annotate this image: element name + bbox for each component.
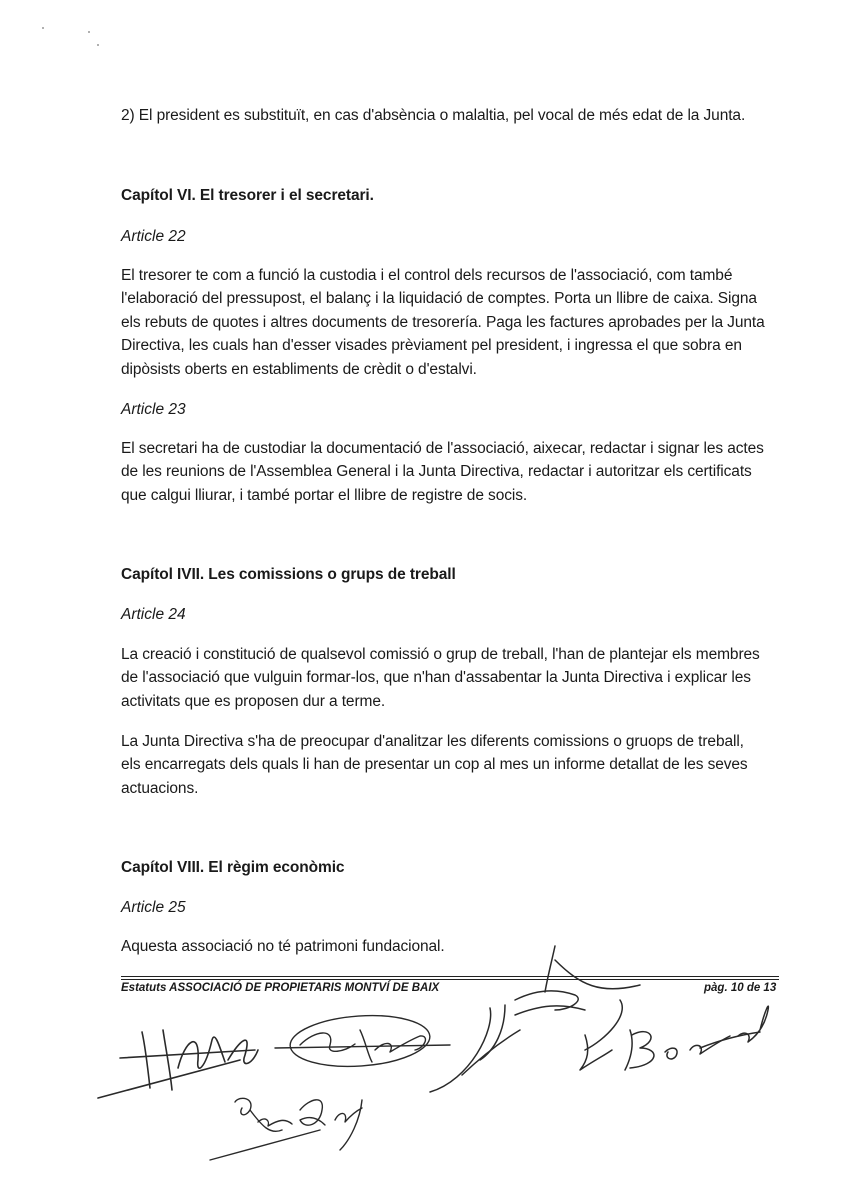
chapter-8-heading: Capítol VIII. El règim econòmic: [121, 859, 345, 876]
article-22-line: els rebuts de quotes i altres documents de tresorería. Paga les factures aprobades per la Junta: [121, 313, 765, 331]
article-24-line: activitats que es proposen dur a terme.: [121, 692, 386, 710]
article-22-label: Article 22: [121, 228, 186, 245]
footer-document-title: Estatuts ASSOCIACIÓ DE PROPIETARIS MONTVÍ DE BAIX: [121, 982, 440, 994]
signatures: [0, 930, 850, 1190]
article-24-line: La creació i constitució de qualsevol comissió o grup de treball, l'han de plantejar els membres: [121, 646, 760, 663]
article-22-line: Directiva, les cuals han d'esser visades prèviament pel president, i ingressa el que sobra en: [121, 337, 742, 355]
item-2-text: 2) El president es substituït, en cas d'absència o malaltia, pel vocal de més edat de la Junta.: [121, 107, 746, 124]
article-23-line: de les reunions de l'Assemblea General i la Junta Directiva, redactar i autoritzar els certificats: [121, 463, 752, 481]
scan-speck: [97, 44, 99, 46]
article-24-label: Article 24: [121, 606, 186, 623]
signature-4: [580, 1006, 768, 1070]
article-23-body: [121, 437, 764, 507]
article-24-line: actuacions.: [121, 779, 199, 797]
article-23-line: que calgui lliurar, i també portar el llibre de registre de socis.: [121, 486, 528, 504]
signature-3: [430, 946, 640, 1092]
signature-5: [210, 1098, 362, 1160]
signature-2: [275, 1011, 450, 1071]
article-25-label: Article 25: [121, 899, 186, 916]
article-24-line: de l'associació que vulguin formar-los, que n'han d'assabentar la Junta Directiva i explicar les: [121, 669, 751, 687]
scan-speck: [42, 27, 44, 29]
article-24-line: els encarregats dels quals li han de presentar un cop al mes un informe detallat de les seves: [121, 756, 748, 774]
article-23-line: El secretari ha de custodiar la documentació de l'associació, aixecar, redactar i signar les actes: [121, 440, 764, 457]
scan-speck: [88, 31, 90, 33]
article-22-line: dipòsists oberts en establiments de crèdit o d'estalvi.: [121, 360, 477, 378]
article-24-line: La Junta Directiva s'ha de preocupar d'analitzar les diferents comissions o gruops de treball,: [121, 733, 744, 750]
article-25-text: Aquesta associació no té patrimoni fundacional.: [121, 938, 445, 955]
footer-page-number: pàg. 10 de 13: [704, 982, 777, 994]
chapter-6-heading: Capítol VI. El tresorer i el secretari.: [121, 187, 374, 204]
article-22-line: l'elaboració del pressupost, el balanç i la liquidació de comptes. Porta un llibre de caixa. Signa: [121, 290, 757, 308]
signature-1: [98, 1030, 258, 1098]
article-22-line: El tresorer te com a funció la custodia i el control dels recursos de l'associació, com també: [121, 267, 733, 284]
article-24-paragraph-2: [121, 730, 748, 800]
article-23-label: Article 23: [121, 401, 186, 418]
article-22-body: [121, 264, 765, 381]
chapter-7-heading: Capítol IVII. Les comissions o grups de treball: [121, 566, 456, 583]
article-24-paragraph-1: [121, 643, 760, 713]
